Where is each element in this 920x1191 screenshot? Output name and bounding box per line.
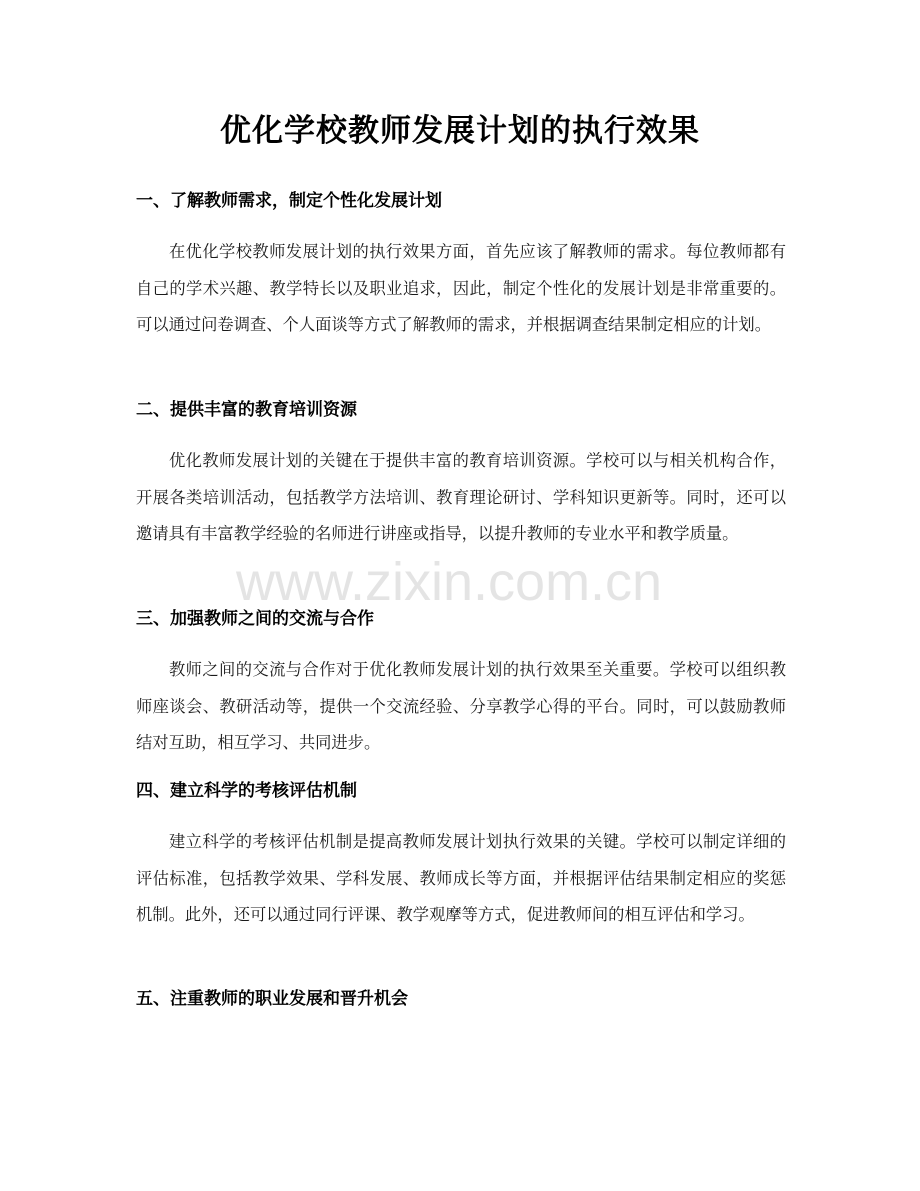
section-body-3: 教师之间的交流与合作对于优化教师发展计划的执行效果至关重要。学校可以组织教师座谈会、教研活动等，提供一个交流经验、分享教学心得的平台。同时，可以鼓励教师结对互助，相互学习、共同进步。 [136, 660, 786, 752]
section-heading-2: 二、提供丰富的教育培训资源 [136, 400, 357, 420]
section-heading-1: 一、了解教师需求，制定个性化发展计划 [136, 191, 442, 211]
document-title: 优化学校教师发展计划的执行效果 [220, 113, 700, 149]
section-heading-3: 三、加强教师之间的交流与合作 [136, 609, 374, 629]
section-body-2: 优化教师发展计划的关键在于提供丰富的教育培训资源。学校可以与相关机构合作，开展各类培训活动，包括教学方法培训、教育理论研讨、学科知识更新等。同时，还可以邀请具有丰富教学经验的名师进行讲座或指导，以提升教师的专业水平和教学质量。 [136, 451, 786, 543]
section-body-1: 在优化学校教师发展计划的执行效果方面，首先应该了解教师的需求。每位教师都有自己的学术兴趣、教学特长以及职业追求，因此，制定个性化的发展计划是非常重要的。可以通过问卷调查、个人面谈等方式了解教师的需求，并根据调查结果制定相应的计划。 [136, 242, 786, 334]
section-heading-4: 四、建立科学的考核评估机制 [136, 781, 357, 801]
section-heading-5: 五、注重教师的职业发展和晋升机会 [136, 989, 408, 1009]
watermark: www.zixin.com.cn [236, 552, 663, 612]
section-body-4: 建立科学的考核评估机制是提高教师发展计划执行效果的关键。学校可以制定详细的评估标准，包括教学效果、学科发展、教师成长等方面，并根据评估结果制定相应的奖惩机制。此外，还可以通过同行评课、教学观摩等方式，促进教师间的相互评估和学习。 [136, 832, 786, 924]
